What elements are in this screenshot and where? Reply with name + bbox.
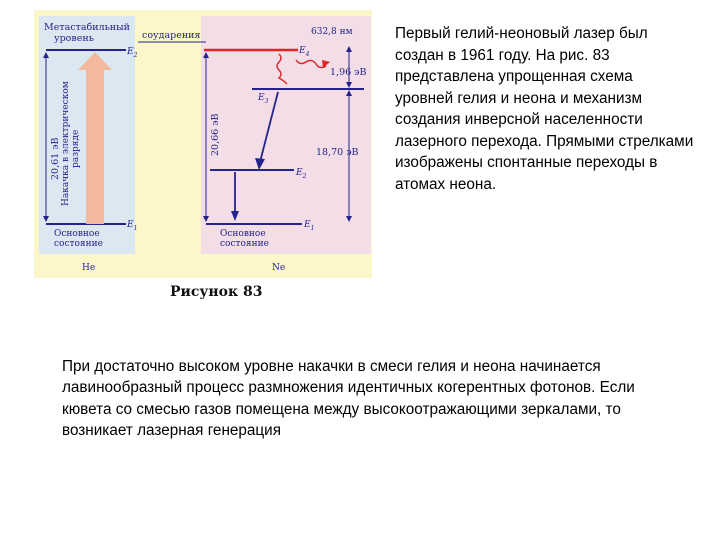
he-bottom-label: He [82, 263, 96, 273]
pump-label-2: разряде [71, 129, 81, 168]
bottom-paragraph: При достаточно высоком уровне накачки в смеси гелия и неона начинается лавинообразный процесс размножения идентичных когерентных фотонов. Если кювета со смесью газов помещена между высокоотражающими зеркалами, то возникает лазерная генерация [62, 358, 635, 439]
ne-wavelength-label: 632,8 нм [311, 27, 353, 37]
ne-e3-label: $E_3$ [258, 93, 269, 105]
he-energy-label: 20,61 эВ [50, 137, 61, 180]
he-ground-label-1: Основное [54, 229, 100, 239]
side-paragraph: Первый гелий-неоновый лазер был создан в 1961 году. На рис. 83 представлена упрощенная схема уровней гелия и неона и механизм создания инверсной населенности лазерного перехода. Прямыми стрелками изображены спонтанные переходы в атомах неона. [395, 25, 694, 193]
ne-e4-label: $E_4$ [299, 46, 310, 58]
he-e2-label: $E_2$ [127, 47, 138, 59]
pump-label-1: Накачка в электрическом [61, 81, 71, 206]
he-top-label-2: уровень [54, 33, 94, 44]
ne-energy-left-label: 20,66 эВ [210, 113, 221, 156]
energy-level-svg [34, 10, 372, 278]
he-top-label-1: Метастабильный [44, 22, 130, 33]
collision-label: соударения [142, 30, 201, 41]
he-e1-label: $E_1$ [127, 220, 138, 232]
figure-caption: Рисунок 83 [170, 284, 263, 300]
ne-e2-label: $E_2$ [296, 168, 307, 180]
he-ground-label-2: состояние [54, 239, 103, 249]
ne-ground-label-2: состояние [220, 239, 269, 249]
energy-level-diagram [34, 10, 372, 278]
ne-panel [201, 16, 371, 254]
ne-e1-label: $E_1$ [304, 220, 315, 232]
ne-energy-right-label: 18,70 эВ [316, 147, 359, 158]
pump-arrow-shaft [86, 68, 104, 224]
ne-ground-label-1: Основное [220, 229, 266, 239]
ne-gap-label: 1,96 эВ [330, 67, 367, 78]
ne-bottom-label: Ne [272, 263, 286, 273]
